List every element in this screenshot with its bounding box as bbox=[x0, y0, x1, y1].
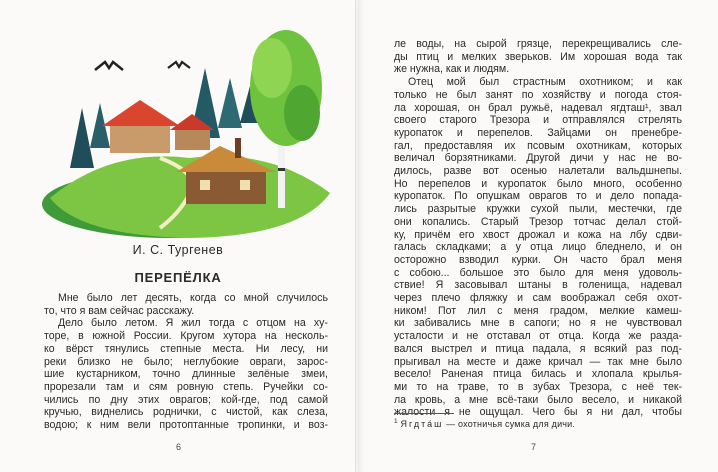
text-line: лись разрытые кружки сухой пыли, местечки, где bbox=[394, 203, 682, 216]
text-line: ле воды, на сырой грязце, перекрещивались сле- bbox=[394, 38, 682, 50]
text-line: куропаток и перепелов. Зайцами он пренебре- bbox=[394, 126, 682, 139]
text-line: куропаток. По опушкам оврагов то и дело попада- bbox=[394, 190, 682, 203]
text-line: величал борзятниками. Другой дичи у нас не во- bbox=[394, 152, 682, 165]
village-illustration bbox=[40, 8, 336, 240]
text-line: своего старого Трезора и отправлялся стрелять bbox=[394, 114, 682, 127]
text-line: только не был занят по хозяйству и погода стоя- bbox=[394, 88, 682, 101]
text-line: весело! Раненая птица билась и хлопала крылья- bbox=[394, 368, 682, 381]
text-line: реки близко не было; неглубокие овраги, зарос- bbox=[44, 355, 328, 368]
text-line: усталости и не отставал от отца. Когда же разда- bbox=[394, 330, 682, 343]
text-line: ки забивались мне в сапоги; но я не чувствовал bbox=[394, 317, 682, 330]
story-title: ПЕРЕПЁЛКА bbox=[134, 270, 222, 285]
text-line: торе, в южной России. Кругом хутора на несколь- bbox=[44, 330, 328, 343]
text-line: дилось, разве вот осенью налетали вальдшнепы. bbox=[394, 165, 682, 178]
author-name: И. С. Тургенев bbox=[132, 243, 224, 257]
text-line: вался выстрел и птица падала, я всякий раз под- bbox=[394, 342, 682, 355]
text-line: ла хорошая, он брал ружьё, надевал ягдташ¹, звал bbox=[394, 101, 682, 114]
footnote-definition: — охотничья сумка для дичи. bbox=[446, 419, 576, 429]
text-line: шие кустарником, точно длинные зелёные змеи, bbox=[44, 368, 328, 381]
page-number-right: 7 bbox=[531, 442, 537, 452]
text-line: ствие! Я засовывал штаны в голенища, надевал bbox=[394, 279, 682, 292]
footnote-term: Ягдта́ш bbox=[400, 419, 444, 429]
footnote-marker: 1 bbox=[394, 418, 398, 425]
text-line: же нужна, как и людям. bbox=[394, 63, 510, 76]
text-line: Отец мой был страстным охотником; и как bbox=[408, 76, 682, 89]
text-line: ми то на траве, то в зубах Трезора, с неё тек- bbox=[394, 380, 682, 393]
text-line: то, что я вам сейчас расскажу. bbox=[44, 304, 195, 317]
text-line: ку, причём его хвост дрожал и кожа на лбу сдви- bbox=[394, 228, 682, 241]
text-line: ды птиц и мелких зверьков. Им хорошая вода так bbox=[394, 50, 682, 63]
text-line: ником! Пот лил с меня градом, мелкие камеш- bbox=[394, 304, 682, 317]
left-page bbox=[0, 0, 356, 472]
right-body-text bbox=[394, 38, 682, 419]
text-line: Но перепелов и куропаток было много, особенно bbox=[394, 177, 682, 190]
text-line: галась складками; а у отца лицо бледнело, и он bbox=[394, 241, 682, 254]
page-number-left: 6 bbox=[176, 442, 182, 452]
text-line: с собою... большое это было для меня удоволь- bbox=[394, 266, 682, 279]
text-line: Дело было летом. Я жил тогда с отцом на ху- bbox=[58, 317, 328, 330]
text-line: осторожно взводил курки. Он часто брал меня bbox=[394, 253, 682, 266]
footnote-divider bbox=[394, 413, 454, 414]
text-line: прыгивал на месте и даже кричал — так мне было bbox=[394, 355, 682, 368]
text-line: ла кровь, а мне всё-таки было весело, и никакой bbox=[394, 393, 682, 406]
text-line: они копались. Старый Трезор тотчас делал стой- bbox=[394, 215, 682, 228]
left-body-text bbox=[44, 292, 328, 432]
text-line: чились по дну этих оврагов; кой-где, под самой bbox=[44, 393, 328, 406]
footnote bbox=[394, 418, 575, 429]
text-line: кручью, виднелись роднички, с чистой, как слеза, bbox=[44, 406, 328, 419]
text-line: Мне было лет десять, когда со мной случилось bbox=[58, 292, 328, 304]
text-line: прорезали там и сям ровную степь. Ручейки со- bbox=[44, 380, 328, 393]
text-line: ко вёрст тянулись степные места. Ни лесу, ни bbox=[44, 342, 328, 355]
text-line: жалости я не ощущал. Чего бы я ни дал, чтобы bbox=[394, 406, 682, 419]
text-line: гал, предоставляя их псовым охотникам, которых bbox=[394, 139, 682, 152]
text-line: водою; к ним вели протоптанные тропинки, и воз- bbox=[44, 419, 328, 432]
text-line: через плечо фляжку и сам воображал себя охот- bbox=[394, 292, 682, 305]
